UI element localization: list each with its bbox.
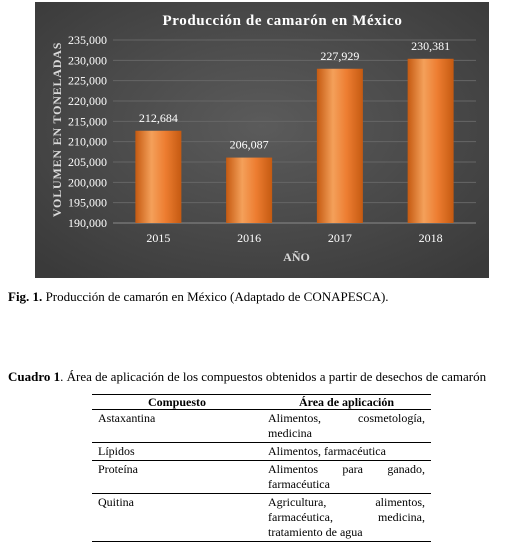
header-compound: Compuesto bbox=[92, 395, 262, 410]
table-header-row bbox=[92, 395, 431, 410]
table-row bbox=[92, 461, 431, 494]
application-line: farmacéutica, medicina, bbox=[268, 510, 425, 524]
table-row bbox=[92, 443, 431, 461]
y-tick-label: 220,000 bbox=[68, 94, 107, 108]
chart-title: Producción de camarón en México bbox=[162, 13, 403, 29]
application-line: Alimentos para ganado, bbox=[268, 462, 425, 476]
x-tick-label: 2017 bbox=[327, 231, 352, 245]
bar bbox=[408, 59, 454, 223]
figure-caption bbox=[8, 289, 389, 305]
y-axis-title: VOLUMEN EN TONELADAS bbox=[50, 41, 64, 218]
compound-cell: Lípidos bbox=[92, 443, 262, 461]
data-label: 212,684 bbox=[138, 110, 178, 125]
x-axis-title: AÑO bbox=[283, 250, 310, 264]
table-caption bbox=[8, 369, 486, 385]
application-line: farmacéutica bbox=[268, 477, 330, 491]
table-caption-text: . Área de aplicación de los compuestos obtenidos a partir de desechos de camarón bbox=[60, 369, 487, 384]
application-line: tratamiento de agua bbox=[268, 525, 363, 539]
y-tick-label: 200,000 bbox=[68, 175, 107, 190]
bar bbox=[226, 158, 272, 223]
y-tick-label: 210,000 bbox=[68, 134, 107, 149]
bar bbox=[317, 69, 363, 223]
y-tick-label: 225,000 bbox=[68, 73, 107, 88]
x-tick-label: 2018 bbox=[418, 231, 443, 245]
y-tick-label: 215,000 bbox=[68, 114, 107, 129]
y-tick-label: 235,000 bbox=[68, 33, 107, 47]
application-line: medicina bbox=[268, 426, 312, 440]
table-row bbox=[92, 410, 431, 443]
application-cell bbox=[262, 443, 431, 461]
application-line: Alimentos, cosmetología, bbox=[268, 411, 425, 425]
chart-figure bbox=[35, 2, 489, 278]
y-tick-label: 190,000 bbox=[68, 216, 107, 230]
application-line: Alimentos, farmacéutica bbox=[268, 444, 386, 458]
table-body bbox=[92, 410, 431, 542]
y-tick-label: 195,000 bbox=[68, 195, 107, 210]
compound-cell: Astaxantina bbox=[92, 410, 262, 443]
applications-table bbox=[92, 394, 431, 542]
bar bbox=[135, 131, 181, 223]
data-label: 206,087 bbox=[229, 137, 269, 152]
header-application: Área de aplicación bbox=[262, 395, 431, 410]
data-label: 230,381 bbox=[411, 38, 451, 53]
y-tick-label: 205,000 bbox=[68, 155, 107, 169]
data-label: 227,929 bbox=[320, 48, 360, 63]
figure-caption-text: Producción de camarón en México (Adaptado de CONAPESCA). bbox=[42, 289, 389, 304]
table-row bbox=[92, 494, 431, 542]
compound-cell: Quitina bbox=[92, 494, 262, 542]
bar-chart bbox=[35, 2, 489, 278]
x-tick-label: 2016 bbox=[237, 231, 262, 245]
application-cell bbox=[262, 461, 431, 494]
x-tick-label: 2015 bbox=[146, 231, 171, 245]
application-cell bbox=[262, 494, 431, 542]
application-line: Agricultura, alimentos, bbox=[268, 495, 425, 509]
y-tick-label: 230,000 bbox=[68, 53, 107, 68]
figure-caption-label: Fig. 1. bbox=[8, 289, 43, 304]
application-cell bbox=[262, 410, 431, 443]
table-caption-label: Cuadro 1 bbox=[8, 369, 61, 384]
compound-cell: Proteína bbox=[92, 461, 262, 494]
